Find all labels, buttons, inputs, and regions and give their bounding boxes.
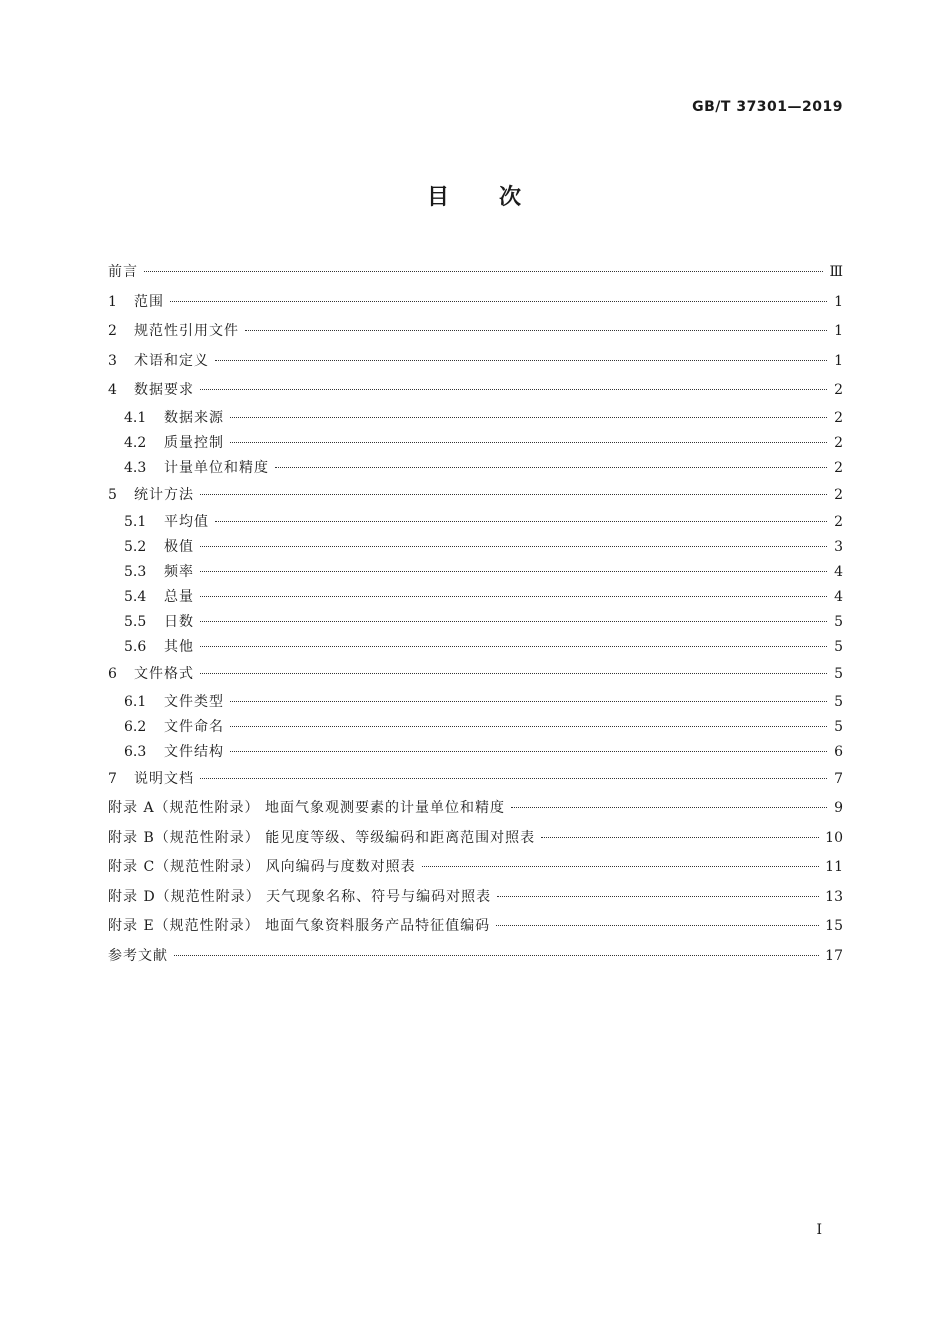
leader-dots: [200, 494, 827, 495]
toc-entry-5-5[interactable]: [108, 610, 843, 635]
toc-entry-5-2[interactable]: [108, 535, 843, 560]
toc-entry-label: 前言: [108, 264, 138, 280]
toc-entry-number: 5.5: [124, 614, 147, 630]
toc-entry-2[interactable]: [108, 317, 843, 347]
leader-dots: [174, 955, 819, 956]
leader-dots: [215, 521, 827, 522]
toc-entry-number: 5.1: [124, 514, 147, 530]
toc-entry-label: 文件格式: [134, 666, 194, 682]
toc-entry-page: 17: [825, 947, 843, 964]
toc-entry-number: 6.3: [124, 743, 147, 760]
toc-entry-number: 5.4: [124, 589, 147, 605]
leader-dots: [511, 807, 827, 808]
toc-entry-page: 15: [825, 918, 843, 934]
toc-entry-appendix-a[interactable]: [108, 794, 843, 824]
toc-entry-number: 6.1: [124, 693, 147, 710]
toc-entry-page: 5: [834, 639, 843, 655]
toc-entry-number: 5.3: [124, 564, 147, 580]
toc-entry-number: 4.2: [124, 434, 147, 451]
leader-dots: [422, 866, 820, 867]
page-number: I: [816, 1222, 822, 1238]
toc-entry-number: 4.3: [124, 459, 147, 476]
toc-entry-label: 附录 E（规范性附录） 地面气象资料服务产品特征值编码: [108, 918, 491, 934]
toc-entry-page: 1: [834, 323, 843, 339]
leader-dots: [541, 837, 819, 838]
toc-entry-label: 平均值: [164, 514, 209, 530]
toc-entry-label: 文件类型: [164, 693, 224, 710]
toc-entry-5-4[interactable]: [108, 585, 843, 610]
toc-entry-6[interactable]: [108, 660, 843, 690]
toc-entry-page: 9: [834, 800, 843, 816]
toc-entry-label: 数据来源: [164, 409, 224, 426]
toc-entry-6-1[interactable]: [108, 690, 843, 715]
toc-entry-page: 6: [834, 743, 843, 760]
toc-entry-label: 附录 D（规范性附录） 天气现象名称、符号与编码对照表: [108, 888, 492, 905]
toc-entry-number: 4.1: [124, 409, 147, 426]
toc-entry-number: 5.6: [124, 639, 147, 655]
toc-entry-page: 4: [834, 589, 843, 605]
toc-entry-label: 其他: [164, 639, 194, 655]
toc-entry-page: 1: [834, 293, 843, 310]
leader-dots: [200, 673, 827, 674]
toc-entry-page: 13: [825, 888, 843, 905]
leader-dots: [200, 646, 827, 647]
leader-dots: [215, 360, 827, 361]
toc-entry-1[interactable]: [108, 288, 843, 318]
leader-dots: [200, 571, 827, 572]
leader-dots: [144, 271, 823, 272]
toc-entry-references[interactable]: [108, 942, 843, 972]
leader-dots: [275, 467, 827, 468]
toc-entry-5-6[interactable]: [108, 635, 843, 660]
leader-dots: [200, 596, 827, 597]
toc-entry-3[interactable]: [108, 347, 843, 377]
toc-entry-label: 数据要求: [134, 382, 194, 398]
toc-entry-label: 术语和定义: [134, 352, 209, 369]
toc-entry-label: 说明文档: [134, 770, 194, 787]
toc-entry-appendix-b[interactable]: [108, 824, 843, 854]
toc-entry-page: 2: [834, 514, 843, 530]
toc-entry-page: 11: [825, 859, 843, 875]
toc-entry-label: 计量单位和精度: [164, 459, 269, 476]
toc-entry-page: 2: [834, 459, 843, 476]
toc-entry-page: 5: [834, 666, 843, 682]
toc-entry-label: 附录 B（规范性附录） 能见度等级、等级编码和距离范围对照表: [108, 829, 536, 846]
toc-entry-number: 6.2: [124, 718, 147, 735]
toc-entry-4[interactable]: [108, 376, 843, 406]
toc-entry-page: 10: [825, 829, 843, 846]
leader-dots: [245, 330, 827, 331]
toc-entry-4-3[interactable]: [108, 456, 843, 481]
toc-entry-page: Ⅲ: [829, 264, 843, 280]
toc-entry-page: 5: [834, 614, 843, 630]
toc-entry-number: 5: [108, 486, 117, 503]
leader-dots: [230, 726, 827, 727]
toc-entry-page: 2: [834, 409, 843, 426]
toc-entry-page: 5: [834, 718, 843, 735]
toc-entry-number: 5.2: [124, 539, 147, 555]
toc-entry-page: 2: [834, 486, 843, 503]
toc-entry-label: 极值: [164, 539, 194, 555]
toc-entry-4-2[interactable]: [108, 431, 843, 456]
toc-entry-appendix-d[interactable]: [108, 883, 843, 913]
toc-entry-label: 总量: [164, 589, 194, 605]
toc-entry-6-3[interactable]: [108, 740, 843, 765]
leader-dots: [200, 778, 827, 779]
toc-entry-label: 参考文献: [108, 947, 168, 964]
toc-entry-label: 范围: [134, 293, 164, 310]
toc-entry-page: 1: [834, 352, 843, 369]
toc-entry-label: 附录 A（规范性附录） 地面气象观测要素的计量单位和精度: [108, 800, 506, 816]
leader-dots: [170, 301, 827, 302]
toc-entry-number: 7: [108, 770, 117, 787]
toc-entry-appendix-e[interactable]: [108, 912, 843, 942]
toc-entry-number: 4: [108, 382, 117, 398]
toc-entry-label: 附录 C（规范性附录） 风向编码与度数对照表: [108, 859, 416, 875]
toc-entry-label: 文件命名: [164, 718, 224, 735]
leader-dots: [200, 621, 827, 622]
toc-entry-number: 3: [108, 352, 117, 369]
toc-entry-page: 2: [834, 382, 843, 398]
standard-code: GB/T 37301—2019: [692, 99, 843, 115]
toc-entry-5-1[interactable]: [108, 510, 843, 535]
toc-entry-appendix-c[interactable]: [108, 853, 843, 883]
leader-dots: [230, 701, 827, 702]
toc-entry-label: 日数: [164, 614, 194, 630]
toc-entry-6-2[interactable]: [108, 715, 843, 740]
toc-entry-label: 统计方法: [134, 486, 194, 503]
table-of-contents: [108, 258, 843, 971]
toc-entry-page: 3: [834, 539, 843, 555]
toc-entry-number: 2: [108, 323, 117, 339]
toc-entry-page: 7: [834, 770, 843, 787]
toc-entry-number: 6: [108, 666, 117, 682]
leader-dots: [230, 417, 827, 418]
toc-title-left: 目: [426, 185, 451, 210]
toc-title: [0, 180, 950, 211]
toc-entry-page: 5: [834, 693, 843, 710]
toc-entry-label: 频率: [164, 564, 194, 580]
leader-dots: [230, 442, 827, 443]
leader-dots: [496, 925, 819, 926]
leader-dots: [200, 389, 827, 390]
toc-entry-foreword[interactable]: [108, 258, 843, 288]
toc-entry-number: 1: [108, 293, 117, 310]
toc-entry-page: 2: [834, 434, 843, 451]
toc-entry-label: 文件结构: [164, 743, 224, 760]
leader-dots: [230, 751, 827, 752]
toc-entry-4-1[interactable]: [108, 406, 843, 431]
toc-entry-5-3[interactable]: [108, 560, 843, 585]
leader-dots: [200, 546, 827, 547]
toc-title-right: 次: [499, 185, 524, 210]
toc-entry-7[interactable]: [108, 765, 843, 795]
toc-entry-label: 质量控制: [164, 434, 224, 451]
toc-entry-page: 4: [834, 564, 843, 580]
toc-entry-5[interactable]: [108, 481, 843, 511]
leader-dots: [497, 896, 819, 897]
toc-entry-label: 规范性引用文件: [134, 323, 239, 339]
